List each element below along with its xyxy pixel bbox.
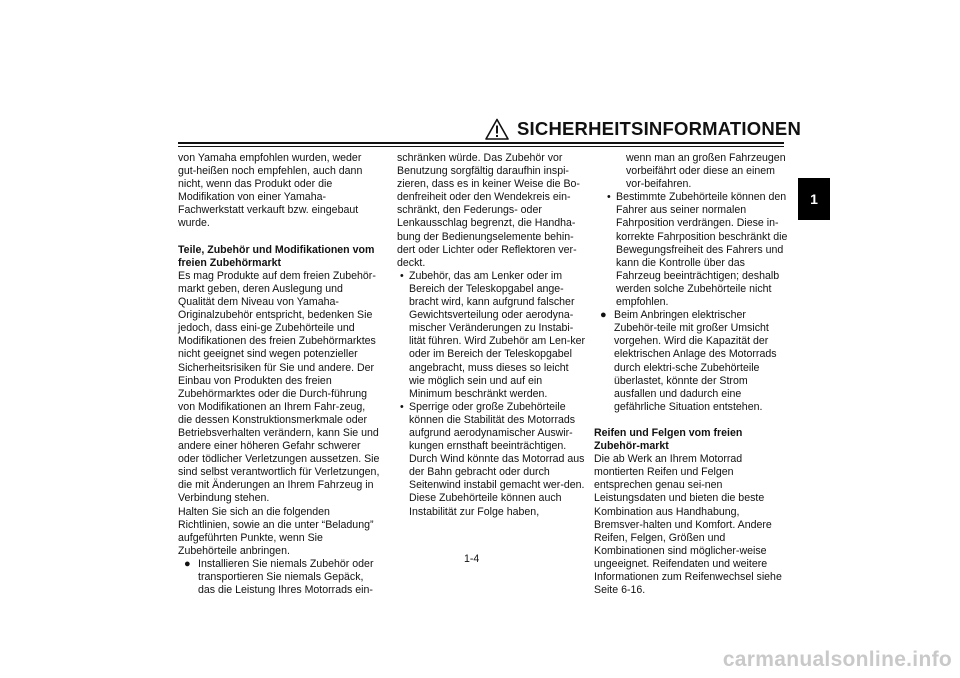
text-column-1 — [178, 152, 380, 597]
bullet-marker: • — [607, 191, 611, 204]
chapter-number: 1 — [810, 191, 818, 207]
list-item — [397, 401, 587, 519]
list-item — [594, 309, 789, 414]
paragraph: wenn man an großen Fahrzeugen vorbeifährt oder diese an einem vor-beifahren. — [626, 152, 786, 191]
section-heading: Reifen und Felgen vom freien Zubehör-markt — [594, 426, 743, 453]
footer-watermark: carmanualsonline.info — [722, 648, 952, 671]
paragraph: Die ab Werk an Ihrem Motorrad montierten Reifen und Felgen entsprechen genau sei-nen Leistungsdaten und bieten die beste Kombination aus Handhabung, Bremsver-halten und Komfort. Andere Reifen, Felgen, Größen und Kombinationen sind möglicher-weise ungeeignet. Reifendaten und weitere Informationen zum Reifenwechsel siehe Seite 6-16. — [594, 453, 782, 597]
paragraph: Es mag Produkte auf dem freien Zubehör-markt geben, deren Auslegung und Qualität dem Niveau von Yamaha-Originalzubehör entspricht, bedenken Sie jedoch, dass eini-ge Zubehörteile und Modifikationen des freien Zubehörmarktes nicht geeignet sind wegen potenzieller Sicherheitsrisiken für Sie und andere. Der Einbau von Produkten des freien Zubehörmarktes oder die Durch-führung von Modifikationen an Ihrem Fahr-zeug, die dessen Konstruktionsmerkmale oder Betriebsverhalten verändern, kann Sie und andere einer höheren Gefahr schwerer oder tödlicher Verletzungen aussetzen. Sie sind selbst verantwortlich für Verletzungen, die mit Änderungen an Ihrem Fahrzeug in Verbindung stehen. — [178, 269, 380, 505]
list-item — [178, 558, 380, 597]
list-item — [604, 191, 789, 309]
list-item-text: Beim Anbringen elektrischer Zubehör-teile mit großer Umsicht vorgehen. Wird die Kapazität der elektrischen Anlage des Motorrads durch elektri-sche Zubehörteile überlastet, könnte der Strom ausfallen und dadurch eine gefährliche Situation entstehen. — [614, 309, 777, 413]
list-item-text: Zubehör, das am Lenker oder im Bereich der Teleskopgabel ange-bracht wird, kann aufgrund falscher Gewichtsverteilung oder aerodyna-mischer Veränderungen zu Instabi-lität führen. Wird Zubehör am Len-ker oder im Bereich der Teleskopgabel angebracht, muss dieses so leicht wie möglich sein und auf ein Minimum beschränkt werden. — [409, 269, 586, 400]
warning-triangle-icon — [485, 118, 509, 140]
header-rule-thin — [178, 146, 784, 147]
bullet-marker: • — [400, 269, 404, 282]
paragraph: von Yamaha empfohlen wurden, weder gut-heißen noch empfehlen, auch dann nicht, wenn das Produkt oder die Modifikation von einer Yamaha-Fachwerkstatt verkauft bzw. eingebaut wurde. — [178, 152, 363, 230]
list-item-text: Installieren Sie niemals Zubehör oder transportieren Sie niemals Gepäck, das die Leistung Ihres Motorrads ein- — [198, 557, 374, 597]
bullet-marker: ● — [184, 557, 191, 570]
page-number: 1-4 — [464, 553, 480, 565]
page-header — [485, 116, 801, 142]
paragraph: schränken würde. Das Zubehör vor Benutzung sorgfältig daraufhin inspi-zieren, dass es in keiner Weise die Bo-denfreiheit oder den Wendekreis ein-schränkt, den Federungs- oder Lenkausschlag begrenzt, die Handha-bung der Bedienungselemente behin-dert oder Lichter oder Reflektoren ver-deckt. — [397, 152, 580, 269]
list-item-text: Bestimmte Zubehörteile können den Fahrer aus seiner normalen Fahrposition verdrängen. Diese in-korrekte Fahrposition beschränkt die Bewegungsfreiheit des Fahrers und kann die Kontrolle über das Fahrzeug beeinträchtigen; deshalb werden solche Zubehörteile nicht empfohlen. — [616, 191, 788, 309]
list-item-text: Sperrige oder große Zubehörteile können die Stabilität des Motorrads aufgrund aerodynamischer Auswir-kungen ernsthaft beeinträchtigen. Durch Wind könnte das Motorrad aus der Bahn gebracht oder durch Seitenwind instabil gemacht wer-den. Diese Zubehörteile können auch Instabilität zur Folge haben, — [409, 400, 585, 518]
text-column-2 — [397, 152, 587, 519]
text-column-3 — [594, 152, 789, 597]
paragraph: Halten Sie sich an die folgenden Richtlinien, sowie an die unter “Beladung” aufgeführten Punkte, wenn Sie Zubehörteile anbringen. — [178, 505, 374, 557]
chapter-tab — [798, 178, 830, 220]
section-heading: Teile, Zubehör und Modifikationen vom freien Zubehörmarkt — [178, 243, 375, 269]
bullet-marker: • — [400, 400, 404, 413]
list-item — [397, 270, 587, 401]
page-title: SICHERHEITSINFORMATIONEN — [517, 118, 802, 139]
bullet-marker: ● — [600, 309, 607, 322]
header-rule — [178, 142, 784, 144]
